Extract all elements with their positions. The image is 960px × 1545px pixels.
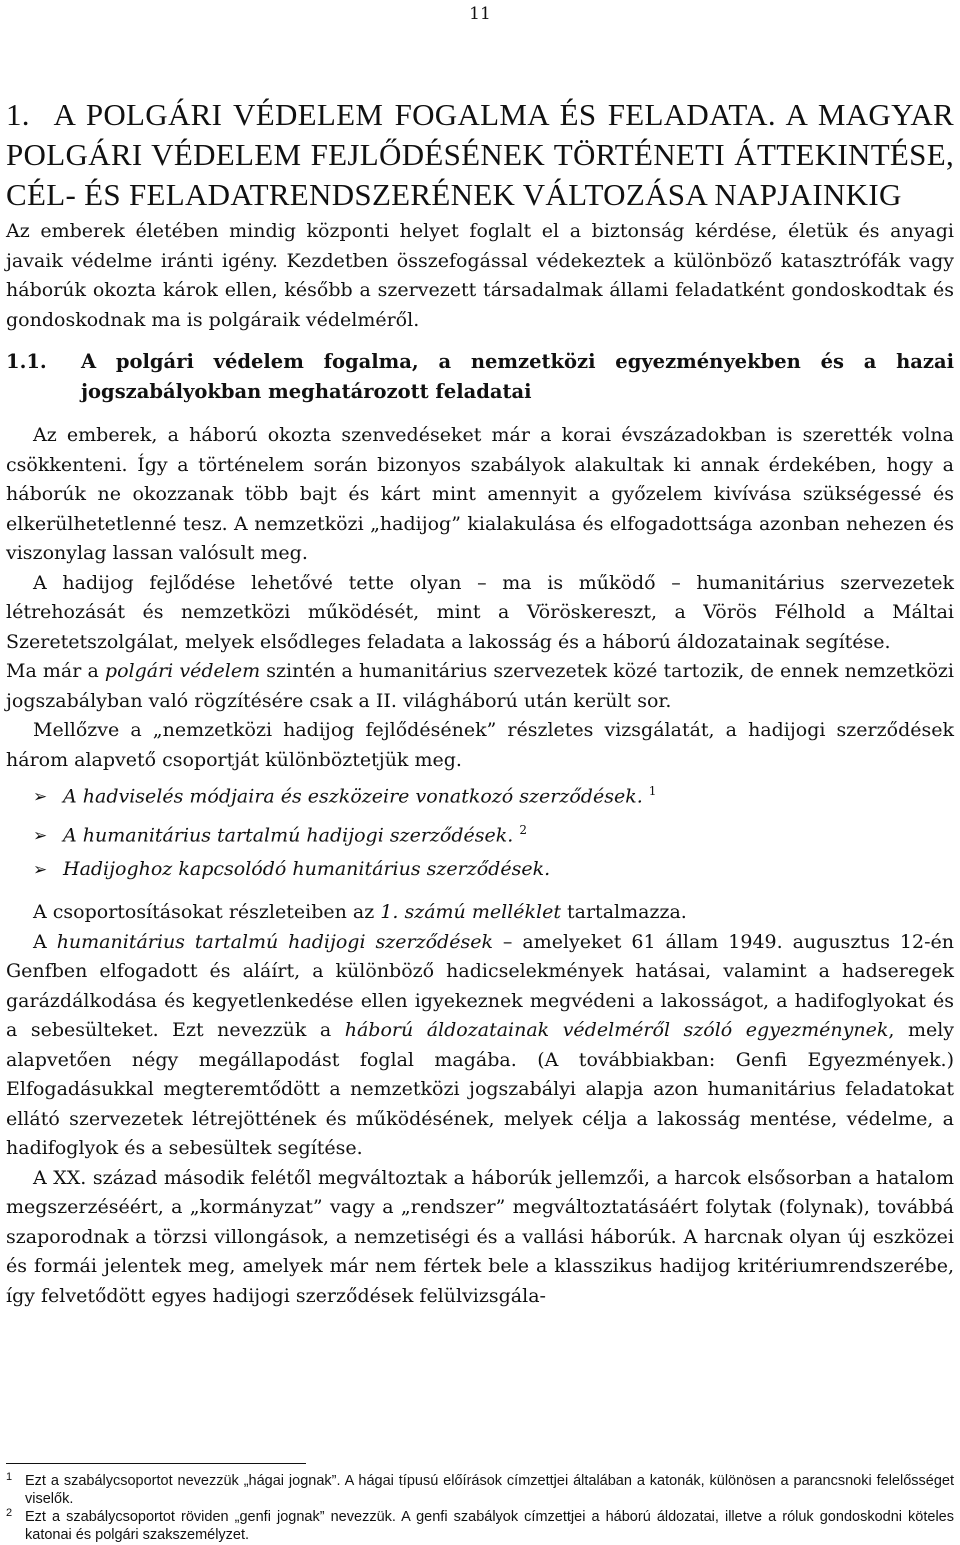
list-item	[33, 853, 954, 887]
arrow-bullet-icon: ➢	[33, 826, 48, 847]
section-heading	[6, 347, 954, 407]
chapter-title-text: A POLGÁRI VÉDELEM FOGALMA ÉS FELADATA. A MAGYAR POLGÁRI VÉDELEM FEJLŐDÉSÉNEK TÖRTÉNETI ÁTTEKINTÉSE, CÉL- ÉS FELADATRENDSZERÉNEK VÁLTOZÁSA NAPJAINKIG	[6, 97, 954, 212]
paragraph-6-emphasis: humanitárius tartalmú hadijogi szerződések	[56, 930, 493, 953]
list-item-text: A humanitárius tartalmú hadijogi szerződések.	[63, 824, 514, 847]
paragraph-5-emphasis: 1. számú melléklet	[380, 901, 561, 924]
page-number: 11	[469, 4, 491, 24]
chapter-number: 1.	[6, 97, 30, 132]
footnote	[6, 1508, 954, 1544]
paragraph-3-end: szintén a humanitárius szervezetek közé tartozik, de ennek nemzetközi jogszabályban való rögzítésére csak a II. világháború után került sor.	[6, 660, 955, 712]
paragraph-4: Mellőzve a „nemzetközi hadijog fejlődésének” részletes vizsgálatát, a hadijogi szerződések három alapvető csoportját különböztetjük meg.	[6, 719, 954, 771]
paragraph-6-start: A	[33, 930, 57, 953]
list-item-text: Hadijoghoz kapcsolódó humanitárius szerződések.	[63, 857, 551, 880]
paragraph-7: A XX. század második felétől megváltoztak a háborúk jellemzői, a harcok elsősorban a hatalom megszerzéséért, a „kormányzat” vagy a „rendszer” megváltoztatásáért folytak (folynak), továbbá szaporodnak a törzsi villongások, a nemzetiségi és a vallási háborúk. A harcnak olyan új eszközei és formái jelentek meg, amelyek már nem fértek bele a klasszikus hadijog kritériumrendszerébe, így felvetődött egyes hadijogi szerződések felülvizsgála-	[6, 1166, 954, 1307]
paragraph-6-emphasis-2: háború áldozatainak védelméről szóló egyezménynek	[344, 1019, 889, 1042]
list-item	[33, 814, 954, 853]
treaty-group-list	[6, 775, 954, 886]
paragraph-3-start: Ma már a	[6, 660, 105, 682]
paragraph-3	[6, 657, 954, 716]
list-item	[33, 775, 954, 814]
page-body	[6, 95, 954, 1311]
footnote-separator	[6, 1463, 306, 1464]
footnote-reference: 2	[519, 822, 527, 837]
paragraph-6-end: , mely alapvetően négy megállapodást foglal magába. (A továbbiakban: Genfi Egyezmények.) Elfogadásukkal megteremtődött a nemzetközi jogszabályi alapja azon humanitárius feladatokat ellátó szervezetek létrejöttének és működésének, melyek célja a lakosság mentése, védelme, a hadifoglyok és a sebesültek segítése.	[6, 1019, 955, 1160]
section-title: A polgári védelem fogalma, a nemzetközi egyezményekben és a hazai jogszabályokban meghatározott feladatai	[81, 350, 954, 403]
intro-paragraph: Az emberek életében mindig központi helyet foglalt el a biztonság kérdése, életük és anyagi javaik védelme iránti igény. Kezdetben összefogással védekeztek a különböző katasztrófák vagy háborúk okozta károk ellen, később a szervezett társadalmak állami feladatként gondoskodtak és gondoskodnak ma is polgáraik védelméről.	[6, 220, 954, 331]
paragraph-2: A hadijog fejlődése lehetővé tette olyan – ma is működő – humanitárius szervezetek létrehozását és nemzetközi működését, mint a Vöröskereszt, a Vörös Félhold a Máltai Szeretetszolgálat, melyek elsődleges feladata a lakosság és a háború áldozatainak segítése.	[6, 571, 954, 653]
section-number: 1.1.	[6, 350, 47, 373]
arrow-bullet-icon: ➢	[33, 787, 48, 808]
footnote	[6, 1472, 954, 1508]
paragraph-6-middle: – amelyeket 61 állam 1949. augusztus 12-én Genfben elfogadott és aláírt, a különböző hadicselekmények hatásai, valamint a hadseregek garázdálkodása és kegyetlenkedése ellen igyekeznek megvédeni a lakosságot, a hadifoglyokat és a sebesülteket. Ezt nevezzük a	[6, 930, 955, 1042]
paragraph-6	[6, 928, 954, 1164]
list-item-text: A hadviselés módjaira és eszközeire vonatkozó szerződések.	[63, 785, 643, 808]
footnote-text: Ezt a szabálycsoportot röviden „genfi jognak” nevezzük. A genfi szabályok címzettjei a háború áldozatai, illetve a róluk gondoskodni köteles katonai és polgári szakszemélyzet.	[25, 1509, 954, 1543]
chapter-title	[6, 95, 954, 215]
paragraph-5	[6, 898, 954, 928]
paragraph-5-end: tartalmazza.	[560, 901, 687, 924]
footnotes	[6, 1472, 954, 1544]
footnote-number: 2	[6, 1507, 13, 1519]
paragraph-5-start: A csoportosításokat részleteiben az	[33, 901, 381, 924]
arrow-bullet-icon: ➢	[33, 859, 48, 880]
footnote-reference: 1	[648, 784, 657, 798]
paragraph-1: Az emberek, a háború okozta szenvedéseket már a korai évszázadokban is szerették volna csökkenteni. Így a történelem során bizonyos szabályok alakultak ki annak érdekében, hogy a háborúk ne okozzanak több bajt és kárt mint amennyit a győzelem kivívása szükségessé és elkerülhetetlenné tesz. A nemzetközi „hadijog” kialakulása és elfogadottsága azonban nehezen és viszonylag lassan valósult meg.	[6, 424, 954, 564]
footnote-text: Ezt a szabálycsoportot nevezzük „hágai jognak”. A hágai típusú előírások címzettjei általában a katonák, különösen a parancsnoki felelősséget viselők.	[25, 1473, 954, 1507]
paragraph-3-emphasis: polgári védelem	[104, 660, 261, 682]
footnote-number: 1	[6, 1471, 13, 1483]
